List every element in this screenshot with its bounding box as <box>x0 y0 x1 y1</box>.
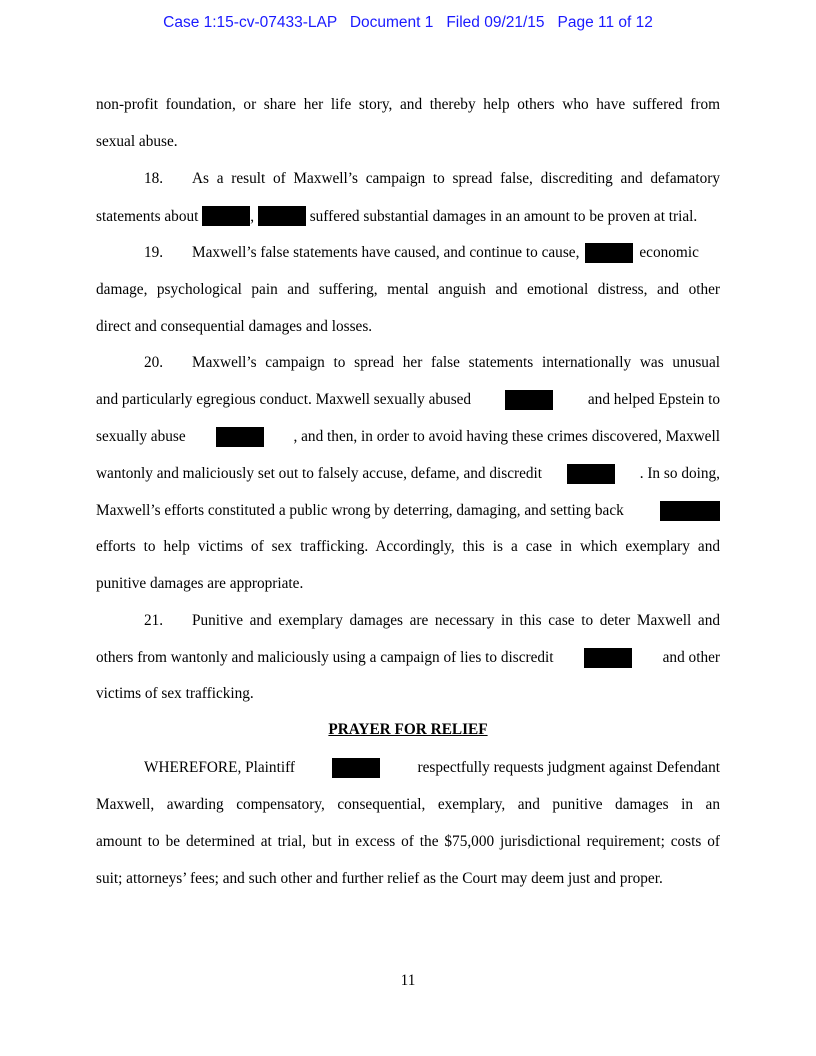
paragraph-number: 20. <box>144 354 164 371</box>
paragraph-20-line-3 <box>96 427 720 447</box>
text-span: , and then, in order to avoid having these crimes discovered, Maxwell <box>293 428 720 445</box>
paragraph-20-line-5 <box>96 501 720 521</box>
document-number: Document 1 <box>349 14 434 31</box>
text-span: and helped Epstein to <box>587 391 720 408</box>
text-line: victims of sex trafficking. <box>96 685 254 702</box>
text-span: Maxwell’s false statements have caused, and continue to cause, <box>192 244 580 261</box>
text-span: and particularly egregious conduct. Maxwell sexually abused <box>96 391 472 408</box>
paragraph-21-line-1 <box>96 611 720 631</box>
paragraph-20-line-2 <box>96 390 720 410</box>
paragraph-20-line-1 <box>96 353 720 373</box>
text-line: direct and consequential damages and losses. <box>96 318 373 335</box>
page-number: 11 <box>400 972 416 989</box>
text-span: WHEREFORE, Plaintiff <box>144 759 295 776</box>
text-span: suffered substantial damages in an amount to be proven at trial. <box>309 208 698 225</box>
text-span: economic <box>639 244 699 261</box>
redaction-box <box>585 243 633 263</box>
wherefore-line-1 <box>96 758 720 778</box>
text-span: statements about <box>96 208 199 225</box>
text-line: Maxwell, awarding compensatory, consequential, exemplary, and punitive damages in an <box>96 796 720 813</box>
paragraph-number: 18. <box>144 170 164 187</box>
text-span: Punitive and exemplary damages are necessary in this case to deter Maxwell and <box>192 612 720 629</box>
text-line: non-profit foundation, or share her life story, and thereby help others who have suffered from <box>96 96 720 113</box>
text-line: sexual abuse. <box>96 133 178 150</box>
text-span: sexually abuse <box>96 428 186 445</box>
page-count: Page 11 of 12 <box>557 14 653 31</box>
redaction-box <box>584 648 632 668</box>
section-heading <box>0 721 816 739</box>
redaction-box <box>202 206 250 226</box>
redaction-box <box>258 206 306 226</box>
redaction-box <box>567 464 615 484</box>
paragraph-21-line-2 <box>96 648 720 668</box>
redaction-box <box>505 390 553 410</box>
text-line: punitive damages are appropriate. <box>96 575 304 592</box>
text-line: suit; attorneys’ fees; and such other and further relief as the Court may deem just and proper. <box>96 870 663 887</box>
paragraph-18-line-1 <box>96 169 720 189</box>
heading-text: PRAYER FOR RELIEF <box>328 721 488 738</box>
text-span: As a result of Maxwell’s campaign to spread false, discrediting and defamatory <box>192 170 720 187</box>
text-span: wantonly and maliciously set out to falsely accuse, defame, and discredit <box>96 465 543 482</box>
text-line: amount to be determined at trial, but in excess of the $75,000 jurisdictional requirement; costs of <box>96 833 720 850</box>
text-span: respectfully requests judgment against Defendant <box>417 759 720 776</box>
text-span: Maxwell’s campaign to spread her false statements internationally was unusual <box>192 354 720 371</box>
text-span: Maxwell’s efforts constituted a public wrong by deterring, damaging, and setting back <box>96 502 624 519</box>
redaction-box <box>216 427 264 447</box>
redaction-box <box>660 501 720 521</box>
paragraph-number: 19. <box>144 244 164 261</box>
case-number: Case 1:15-cv-07433-LAP <box>163 14 337 31</box>
court-filing-header <box>0 14 816 32</box>
paragraph-18-line-2 <box>96 206 720 226</box>
paragraph-number: 21. <box>144 612 164 629</box>
text-span: . In so doing, <box>639 465 720 482</box>
text-line: efforts to help victims of sex trafficking. Accordingly, this is a case in which exemplary and <box>96 538 720 555</box>
paragraph-20-line-4 <box>96 464 720 484</box>
text-span: others from wantonly and maliciously using a campaign of lies to discredit <box>96 649 554 666</box>
redaction-box <box>332 758 380 778</box>
text-span: and other <box>662 649 720 666</box>
filed-date: Filed 09/21/15 <box>446 14 545 31</box>
text-span: , <box>250 208 255 225</box>
text-line: damage, psychological pain and suffering, mental anguish and emotional distress, and other <box>96 281 720 298</box>
paragraph-19-line-1 <box>96 243 720 263</box>
